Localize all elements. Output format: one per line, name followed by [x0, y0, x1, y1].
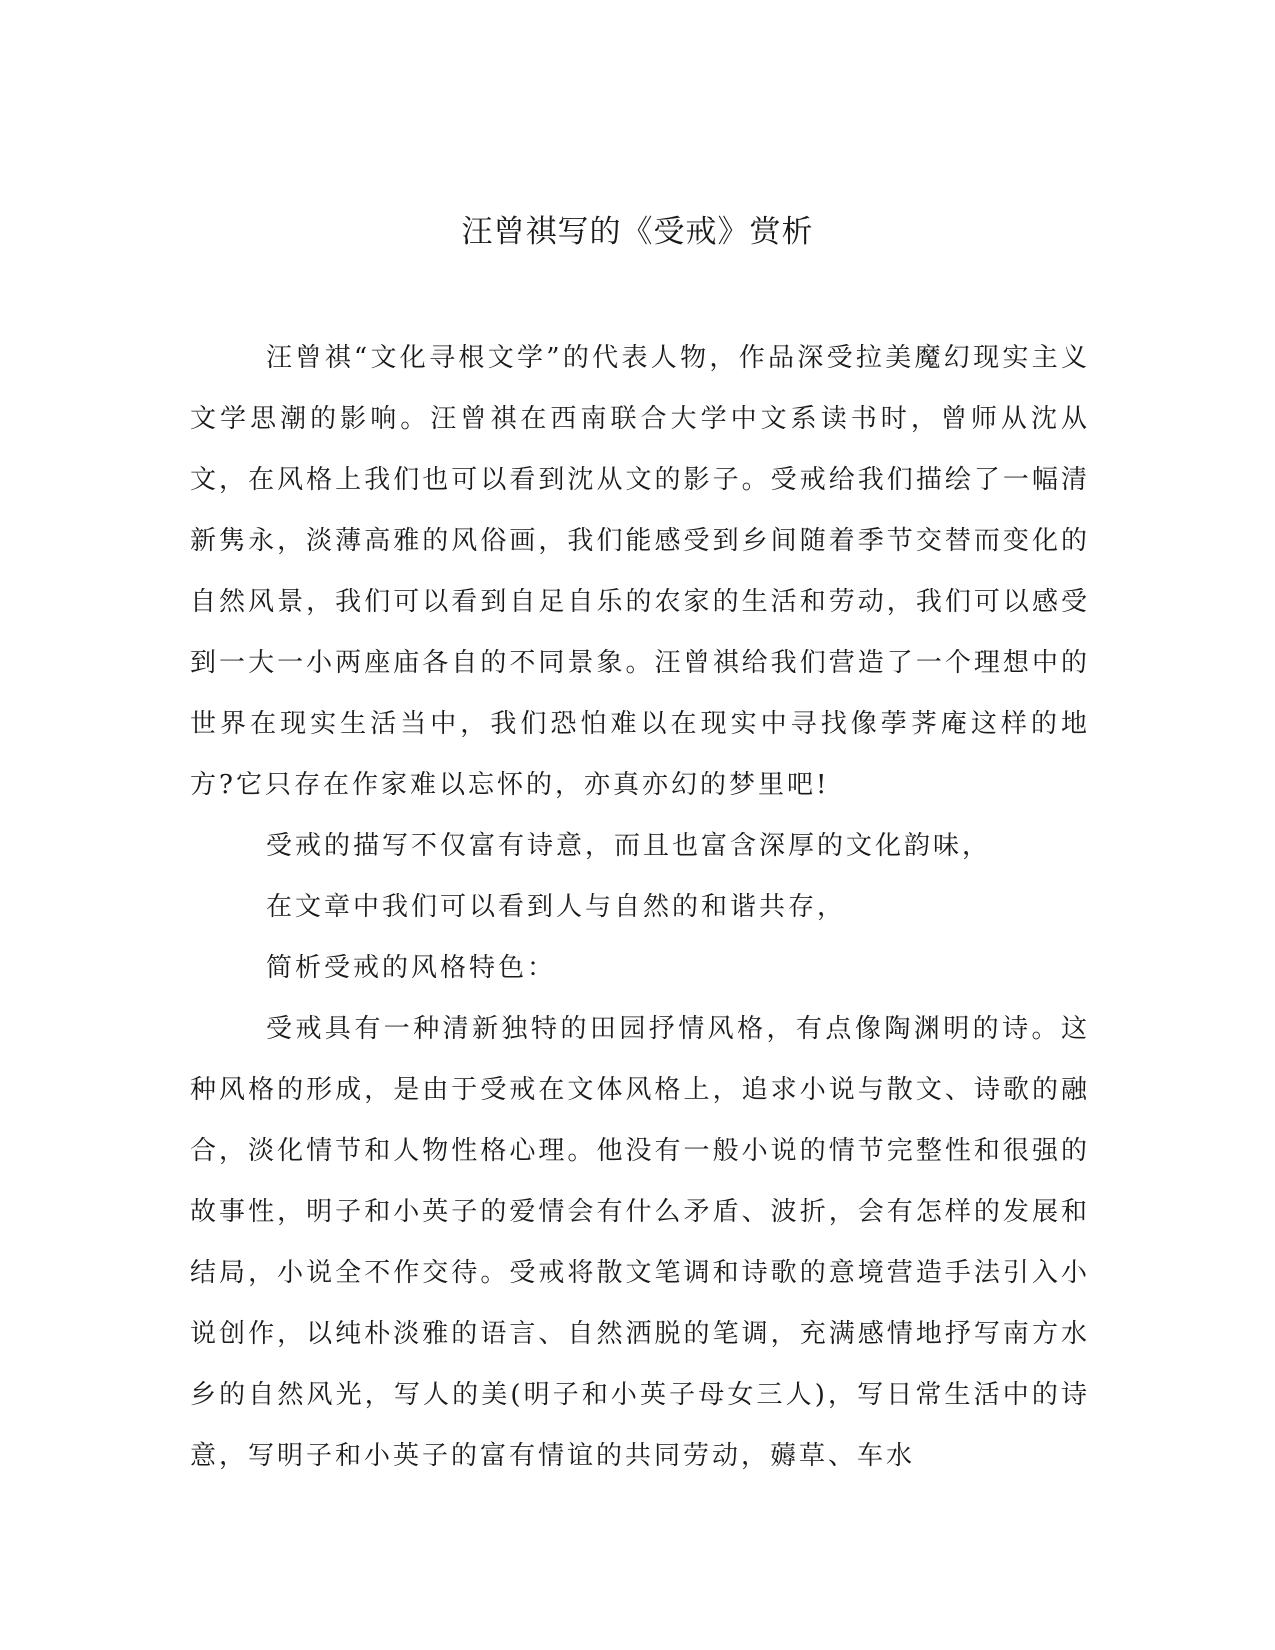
paragraph-harmony: 在文章中我们可以看到人与自然的和谐共存，: [266, 892, 847, 922]
document-title: 汪曾祺写的《受戒》赏析: [461, 214, 814, 250]
document-body: [190, 328, 1090, 1487]
paragraph-style-heading: 简析受戒的风格特色：: [266, 953, 557, 983]
paragraph-style-analysis: 受戒具有一种清新独特的田园抒情风格，有点像陶渊明的诗。这种风格的形成，是由于受戒在文体风格上，追求小说与散文、诗歌的融合，淡化情节和人物性格心理。他没有一般小说的情节完整性和很强的故事性，明子和小英子的爱情会有什么矛盾、波折，会有怎样的发展和结局，小说全不作交待。受戒将散文笔调和诗歌的意境营造手法引入小说创作，以纯朴淡雅的语言、自然洒脱的笔调，充满感情地抒写南方水乡的自然风光，写人的美(明子和小英子母女三人)，写日常生活中的诗意，写明子和小英子的富有情谊的共同劳动，薅草、车水: [190, 1014, 1090, 1471]
paragraph-intro: 汪曾祺“文化寻根文学”的代表人物，作品深受拉美魔幻现实主义文学思潮的影响。汪曾祺在西南联合大学中文系读书时，曾师从沈从文，在风格上我们也可以看到沈从文的影子。受戒给我们描绘了一幅清新隽永，淡薄高雅的风俗画，我们能感受到乡间随着季节交替而变化的自然风景，我们可以看到自足自乐的农家的生活和劳动，我们可以感受到一大一小两座庙各自的不同景象。汪曾祺给我们营造了一个理想中的世界在现实生活当中，我们恐怕难以在现实中寻找像荸荠庵这样的地方?它只存在作家难以忘怀的，亦真亦幻的梦里吧!: [190, 343, 1090, 800]
paragraph-poetic: 受戒的描写不仅富有诗意，而且也富含深厚的文化韵味，: [266, 831, 992, 861]
